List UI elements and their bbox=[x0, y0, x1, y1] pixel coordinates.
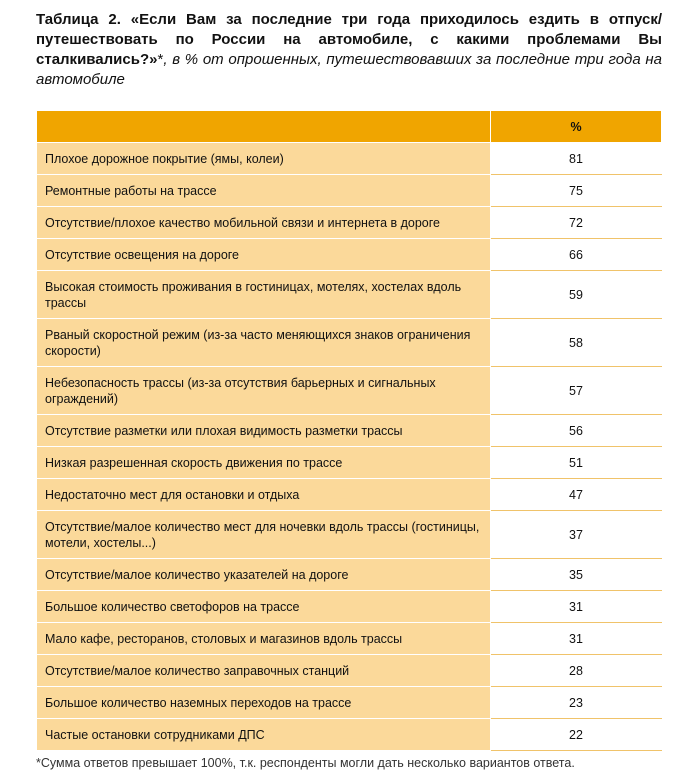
table-row bbox=[37, 511, 662, 559]
caption-subtitle: , в % от опрошенных, путешествовавших за последние три года на автомобиле bbox=[36, 51, 662, 88]
row-value-cell: 72 bbox=[491, 207, 662, 239]
row-value-cell: 22 bbox=[491, 719, 662, 751]
row-value-cell: 75 bbox=[491, 175, 662, 207]
row-value-cell: 37 bbox=[491, 511, 662, 559]
row-label-cell: Отсутствие разметки или плохая видимость разметки трассы bbox=[37, 415, 491, 447]
row-label-cell: Небезопасность трассы (из-за отсутствия барьерных и сигнальных ограждений) bbox=[37, 367, 491, 415]
header-label-cell bbox=[37, 111, 491, 143]
row-label-cell: Ремонтные работы на трассе bbox=[37, 175, 491, 207]
row-value-cell: 28 bbox=[491, 655, 662, 687]
row-value-cell: 31 bbox=[491, 623, 662, 655]
row-label-cell: Отсутствие/малое количество мест для ночевки вдоль трассы (гостиницы, мотели, хостелы...) bbox=[37, 511, 491, 559]
row-label-cell: Отсутствие/малое количество заправочных станций bbox=[37, 655, 491, 687]
table-row bbox=[37, 479, 662, 511]
table-row bbox=[37, 271, 662, 319]
table-row bbox=[37, 559, 662, 591]
row-value-cell: 56 bbox=[491, 415, 662, 447]
row-label-cell: Большое количество наземных переходов на трассе bbox=[37, 687, 491, 719]
caption-asterisk: * bbox=[157, 51, 164, 68]
row-label-cell: Недостаточно мест для остановки и отдыха bbox=[37, 479, 491, 511]
row-value-cell: 58 bbox=[491, 319, 662, 367]
row-label-cell: Высокая стоимость проживания в гостиницах, мотелях, хостелах вдоль трассы bbox=[37, 271, 491, 319]
table-row bbox=[37, 319, 662, 367]
table-row bbox=[37, 143, 662, 175]
table-row bbox=[37, 415, 662, 447]
table-row bbox=[37, 239, 662, 271]
table-row bbox=[37, 655, 662, 687]
header-percent-cell: % bbox=[491, 111, 662, 143]
row-label-cell: Рваный скоростной режим (из-за часто меняющихся знаков ограничения скорости) bbox=[37, 319, 491, 367]
footnote: *Сумма ответов превышает 100%, т.к. респонденты могли дать несколько вариантов ответа. bbox=[36, 756, 575, 770]
row-label-cell: Плохое дорожное покрытие (ямы, колеи) bbox=[37, 143, 491, 175]
table-row bbox=[37, 175, 662, 207]
table-row bbox=[37, 447, 662, 479]
row-label-cell: Мало кафе, ресторанов, столовых и магазинов вдоль трассы bbox=[37, 623, 491, 655]
row-value-cell: 51 bbox=[491, 447, 662, 479]
table-row bbox=[37, 207, 662, 239]
row-label-cell: Низкая разрешенная скорость движения по трассе bbox=[37, 447, 491, 479]
table-row bbox=[37, 687, 662, 719]
row-label-cell: Большое количество светофоров на трассе bbox=[37, 591, 491, 623]
row-value-cell: 59 bbox=[491, 271, 662, 319]
row-label-cell: Отсутствие/плохое качество мобильной связи и интернета в дороге bbox=[37, 207, 491, 239]
row-value-cell: 66 bbox=[491, 239, 662, 271]
row-value-cell: 35 bbox=[491, 559, 662, 591]
table-row bbox=[37, 591, 662, 623]
caption-title: Таблица 2. «Если Вам за последние три года приходилось ездить в отпуск/путешествовать по России на автомобиле, с какими проблемами Вы сталкивались?» bbox=[36, 11, 662, 68]
row-value-cell: 23 bbox=[491, 687, 662, 719]
table-row bbox=[37, 367, 662, 415]
data-table bbox=[36, 110, 662, 751]
table-row bbox=[37, 719, 662, 751]
table-row bbox=[37, 623, 662, 655]
table-body bbox=[37, 143, 662, 751]
row-value-cell: 47 bbox=[491, 479, 662, 511]
row-value-cell: 81 bbox=[491, 143, 662, 175]
row-value-cell: 31 bbox=[491, 591, 662, 623]
table-header-row bbox=[37, 111, 662, 143]
table-caption bbox=[36, 10, 662, 90]
row-value-cell: 57 bbox=[491, 367, 662, 415]
row-label-cell: Отсутствие/малое количество указателей на дороге bbox=[37, 559, 491, 591]
row-label-cell: Отсутствие освещения на дороге bbox=[37, 239, 491, 271]
row-label-cell: Частые остановки сотрудниками ДПС bbox=[37, 719, 491, 751]
